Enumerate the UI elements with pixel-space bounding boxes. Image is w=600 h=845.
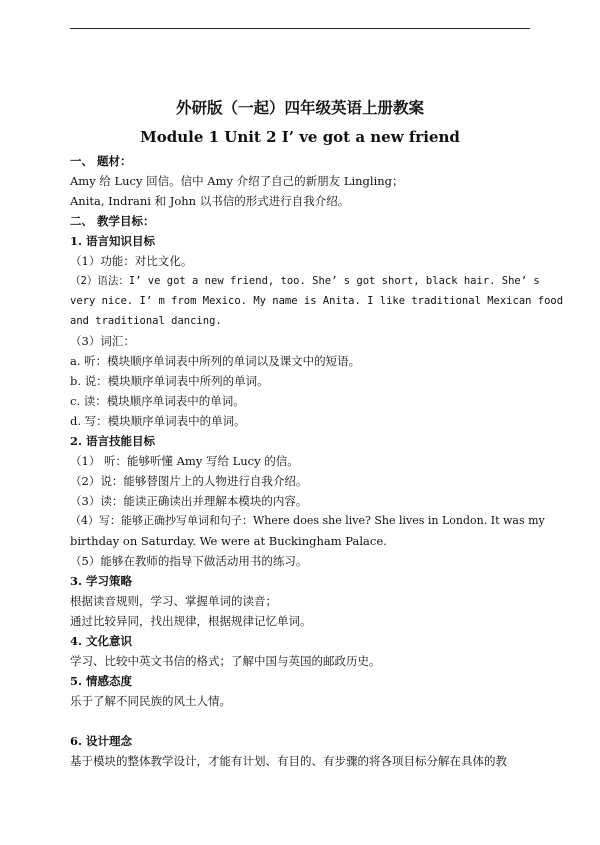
header-rule bbox=[70, 28, 530, 29]
text-line: c. 读：模块顺序单词表中的单词。 bbox=[70, 394, 245, 408]
text-line: a. 听：模块顺序单词表中所列的单词以及课文中的短语。 bbox=[70, 354, 361, 368]
text-line: （1） 听：能够听懂 Amy 写给 Lucy 的信。 bbox=[70, 454, 299, 468]
text-line: b. 说：模块顺序单词表中所列的单词。 bbox=[70, 374, 269, 388]
subsection-heading: 4. 文化意识 bbox=[70, 634, 133, 648]
text-line: （3）词汇： bbox=[70, 334, 135, 348]
text-line: very nice. I’ m from Mexico. My name is Anita. I like traditional Mexican food bbox=[70, 295, 564, 307]
document-title: 外研版（一起）四年级英语上册教案 bbox=[175, 98, 424, 117]
document-subtitle: Module 1 Unit 2 I’ ve got a new friend bbox=[140, 128, 460, 146]
section-heading: 二、 教学目标： bbox=[70, 214, 155, 228]
text-line: 通过比较异同，找出规律，根据规律记忆单词。 bbox=[70, 614, 312, 628]
text-line: （2）语法：I’ ve got a new friend, too. She’ s got short, black hair. She’ s bbox=[70, 275, 540, 287]
subsection-heading: 5. 情感态度 bbox=[70, 674, 133, 688]
text-line: （3）读：能读正确读出并理解本模块的内容。 bbox=[70, 494, 308, 508]
text-line: 根据读音规则，学习、掌握单词的读音； bbox=[70, 594, 277, 608]
subsection-heading: 3. 学习策略 bbox=[70, 574, 133, 588]
text-line: and traditional dancing. bbox=[70, 315, 222, 327]
subsection-heading: 1. 语言知识目标 bbox=[70, 234, 156, 248]
text-line: 学习、比较中英文书信的格式；了解中国与英国的邮政历史。 bbox=[70, 654, 381, 668]
text-line: （5）能够在教师的指导下做活动用书的练习。 bbox=[70, 554, 308, 568]
text-line: Anita, Indrani 和 John 以书信的形式进行自我介绍。 bbox=[70, 194, 350, 208]
text-line: birthday on Saturday. We were at Buckingham Palace. bbox=[70, 534, 387, 548]
subsection-heading: 2. 语言技能目标 bbox=[70, 434, 156, 448]
text-line: d. 写：模块顺序单词表中的单词。 bbox=[70, 414, 246, 428]
section-heading: 一、 题材： bbox=[70, 154, 132, 168]
text-line: （1）功能：对比文化。 bbox=[70, 254, 193, 268]
text-line: 乐于了解不同民族的风土人情。 bbox=[70, 694, 231, 708]
text-line: Amy 给 Lucy 回信。信中 Amy 介绍了自己的新朋友 Lingling； bbox=[70, 174, 404, 188]
subsection-heading: 6. 设计理念 bbox=[70, 734, 133, 748]
text-line: 基于模块的整体教学设计，才能有计划、有目的、有步骤的将各项目标分解在具体的教 bbox=[70, 754, 507, 768]
text-line: （4）写：能够正确抄写单词和句子：Where does she live? She lives in London. It was my bbox=[70, 514, 545, 527]
text-line: （2）说：能够替图片上的人物进行自我介绍。 bbox=[70, 474, 308, 488]
